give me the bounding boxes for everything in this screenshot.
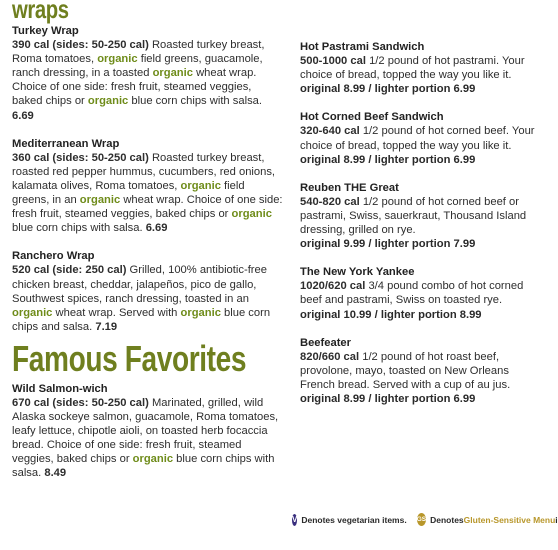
description-text: Roasted turkey breast, roasted red pepper hummus, cucumbers, red onions, kalamata olives, Roma tomatoes, [12,151,276,192]
description-text: wheat wrap. Choice of one side: fresh fruit, steamed veggies, baked chips or [12,194,283,221]
description-text: Grilled, 100% antibiotic-free chicken breast, cheddar, jalapeños, pico de gallo, Southwest spices, ranch dressing, toasted in an [12,264,267,305]
gluten-legend-prefix: Denotes [430,514,464,525]
organic-highlight: organic [12,306,53,319]
description-text: wheat wrap. Choice of one side: fresh fruit, steamed veggies, baked chips or [12,67,257,108]
gluten-sensitive-badge-icon: GS [417,513,426,526]
description-text: field greens, guacamole, ranch dressing, in a toasted [12,53,263,80]
description-text: 1/2 pound of hot corned beef or pastrami, Swiss, sauerkraut, Thousand Island dressing, grilled on rye. [300,195,527,237]
organic-highlight: organic [180,179,221,192]
description-text: 1/2 pound of hot corned beef. Your choice of bread, topped the way you like it. [300,125,535,152]
item-calories: 670 cal (sides: 50-250 cal) [12,396,149,409]
gluten-legend-text: Gluten-Sensitive Menu [463,514,556,525]
vegetarian-badge-icon: V [292,514,298,524]
menu-item [12,249,284,334]
item-price: 6.69 [12,109,34,122]
description-text: Marinated, grilled, wild Alaska sockeye salmon, guacamole, Roma tomatoes, leafy lettuce, chipotle aioli, on toasted herb focaccia bread. Choice of one side: fresh fruit, steamed veggies, baked chips or [12,396,279,466]
menu-item [12,382,284,481]
item-calories: 360 cal (sides: 50-250 cal) [12,151,149,164]
organic-highlight: organic [97,53,138,66]
description-text: wheat wrap. Served with [52,306,181,319]
description-text: field greens, in an [12,179,245,207]
description-text: blue corn chips with salsa. [128,95,262,108]
item-name: Beefeater [300,336,351,349]
item-prices: original 10.99 / lighter portion 8.99 [300,308,482,321]
item-description [12,151,284,236]
legend [292,513,558,526]
item-calories: 820/660 cal [300,350,360,363]
organic-highlight: organic [231,208,272,221]
organic-highlight: organic [79,194,121,207]
item-prices: original 8.99 / lighter portion 6.99 [300,153,476,166]
item-name: Ranchero Wrap [12,250,95,263]
description-text: 1/2 pound of hot pastrami. Your choice of bread, topped the way you like it. [300,55,525,82]
menu-item [300,336,545,406]
right-column [300,40,545,406]
left-column [12,0,284,481]
famous-favorites-heading: Famous Favorites [12,337,247,379]
item-prices: original 8.99 / lighter portion 6.99 [300,83,476,96]
item-calories: 500-1000 cal [300,55,366,68]
vegetarian-legend-text: Denotes vegetarian items. [301,514,407,525]
item-calories: 1020/620 cal [300,280,366,293]
description-text: blue corn chips with salsa. [12,222,143,235]
item-description [12,263,284,333]
description-text: Roasted turkey breast, Roma tomatoes, [12,39,265,66]
item-calories: 540-820 cal [300,195,360,208]
item-calories: 390 cal (sides: 50-250 cal) [12,39,149,52]
item-prices: original 8.99 / lighter portion 6.99 [300,392,476,405]
item-name: Mediterranean Wrap [12,137,120,150]
item-price: 6.69 [145,222,168,235]
item-name: Hot Pastrami Sandwich [300,41,425,53]
item-name: Wild Salmon-wich [12,382,108,395]
organic-highlight: organic [180,306,221,319]
organic-highlight: organic [152,67,193,80]
organic-highlight: organic [87,95,129,108]
description-text: blue corn chips and salsa. [12,306,271,333]
item-calories: 520 cal (side: 250 cal) [12,264,127,277]
item-description [300,124,545,152]
wraps-heading: wraps [12,0,69,24]
menu-item [300,110,545,166]
item-price: 7.19 [95,320,118,333]
item-description [12,396,284,481]
item-description [12,38,284,123]
item-description [300,279,545,307]
organic-highlight: organic [132,453,174,466]
description-text: 1/2 pound of hot roast beef, provolone, mayo, toasted on New Orleans French bread. Served with a cup of au jus. [300,350,511,391]
item-description [300,54,545,82]
item-name: The New York Yankee [300,266,415,279]
item-price: 8.49 [44,467,67,480]
menu-item [300,40,545,96]
item-name: Reuben THE Great [300,181,399,194]
item-description [300,350,545,392]
menu-item [300,265,545,321]
item-name: Hot Corned Beef Sandwich [300,111,444,124]
menu-item [12,137,284,236]
description-text: 3/4 pound combo of hot corned beef and pastrami, Swiss on toasted rye. [300,280,524,307]
item-name: Turkey Wrap [12,25,79,37]
item-prices: original 9.99 / lighter portion 7.99 [300,238,476,251]
menu-item [12,24,284,123]
gluten-legend-suffix: i [555,514,558,525]
item-description [300,195,545,237]
menu-item [300,181,545,251]
description-text: blue corn chips with salsa. [12,453,275,480]
item-calories: 320-640 cal [300,125,360,138]
